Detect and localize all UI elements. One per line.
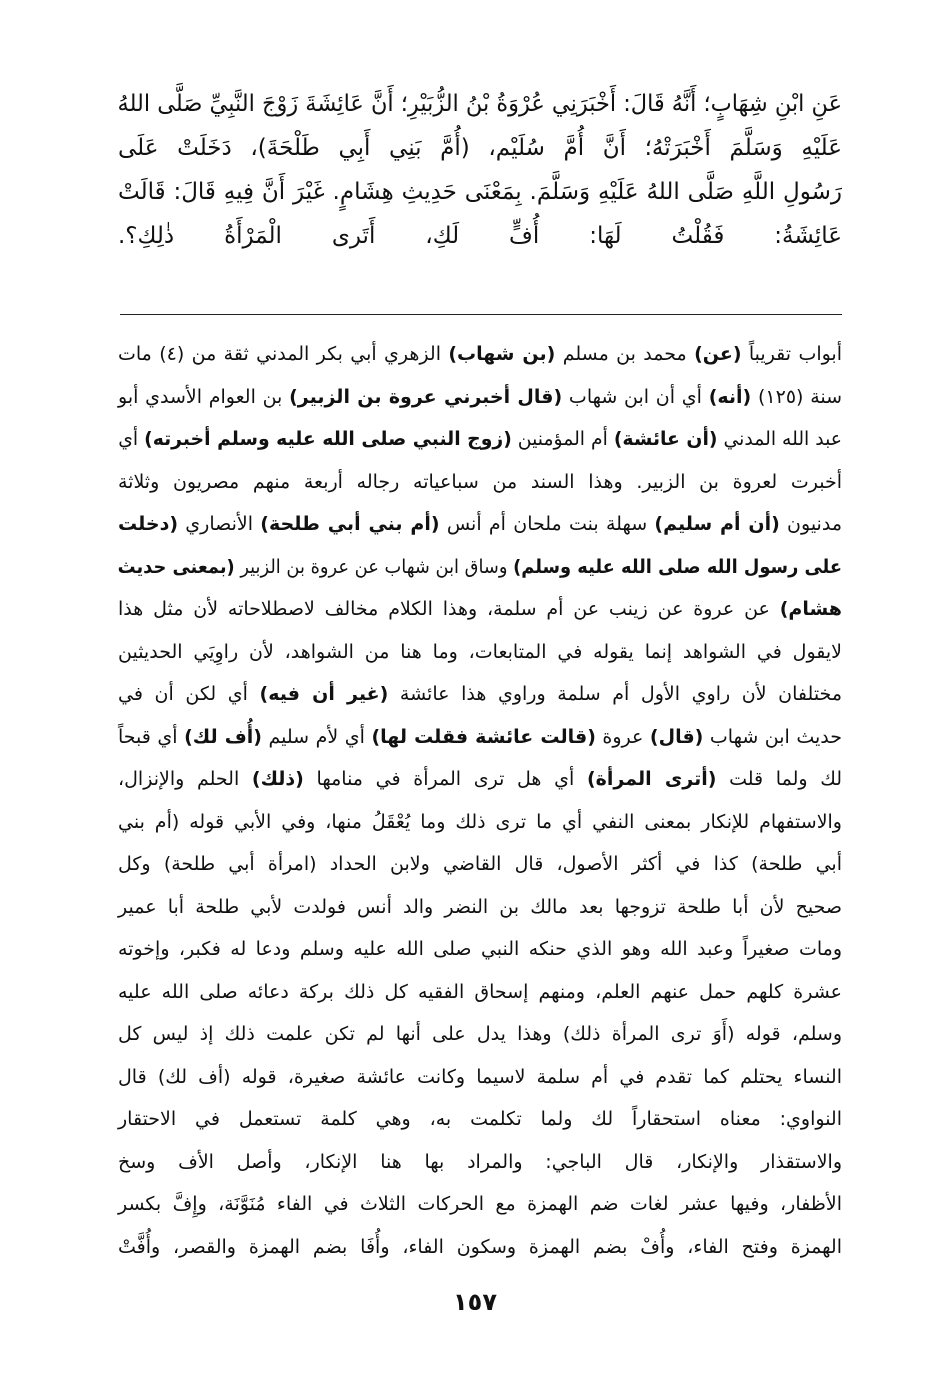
commentary-segment: صحيح لأن أبا طلحة تزوجها بعد مالك بن النضر والد أنس فولدت لأبي طلحة أبا عمير (118, 895, 842, 918)
commentary-segment: سهلة بنت ملحان أم أنس (439, 513, 655, 535)
commentary-segment: أي هل ترى المرأة في منامها (303, 768, 587, 790)
commentary-segment: وسلم، قوله (أَوَ ترى المرأة ذلك) وهذا يدل على أنها لم تكن علمت ذلك إذ ليس كل (118, 1023, 842, 1045)
quoted-matn-segment: (أُف لك) (184, 725, 262, 748)
quoted-matn-segment: (قالت عائشة فقلت لها) (371, 725, 596, 748)
commentary-line (118, 843, 842, 886)
commentary-segment: الهمزة وفتح الفاء، وأُفْ بضم الهمزة وسكون الفاء، وأُفَا بضم الهمزة والقصر، وأُفَّتْ (118, 1235, 842, 1258)
quoted-matn-segment: (قال أخبرني عروة بن الزبير) (289, 385, 563, 408)
quoted-matn-segment: (أنه) (708, 385, 752, 408)
commentary-segment: ومات صغيراً وعبد الله وهو الذي حنكه النبي صلى الله عليه وسلم ودعا له فكبر، وإخوته (118, 938, 842, 960)
commentary-line (118, 1013, 842, 1056)
commentary-segment: أي لكن أن في (118, 683, 260, 705)
commentary-line (118, 1141, 842, 1184)
commentary-line (118, 1226, 842, 1269)
quoted-matn-segment: (عن) (694, 343, 742, 365)
commentary-line (118, 333, 842, 376)
commentary-segment: وساق ابن شهاب عن عروة بن الزبير (234, 555, 514, 578)
commentary-segment: عروة (595, 725, 650, 748)
quoted-matn-segment: (أم بني أبي طلحة) (260, 513, 440, 535)
commentary-line (118, 673, 842, 716)
commentary-line (118, 1183, 842, 1226)
commentary-segment: أي أن ابن شهاب (562, 385, 709, 408)
commentary-segment: الأظفار، وفيها عشر لغات ضم الهمزة مع الحركات الثلاث في الفاء مُنَوَّنَة، وإِفَّ بكسر (118, 1193, 842, 1215)
commentary-segment: الزهري أبي بكر المدني ثقة من (٤) مات (118, 343, 449, 365)
quoted-matn-segment: (أن أم سليم) (654, 513, 780, 535)
commentary-line (118, 928, 842, 971)
commentary-line (118, 418, 842, 461)
commentary-segment: الأنصاري (178, 513, 261, 535)
commentary-segment: أبي طلحة) كذا في أكثر الأصول، قال القاضي ولابن الحداد (امرأة أبي طلحة) وكل (118, 853, 842, 875)
quoted-matn-segment: (قال) (649, 725, 704, 748)
commentary-line (118, 503, 842, 546)
quoted-matn-segment: (أترى المرأة) (586, 768, 717, 790)
quoted-matn-segment: (بن شهاب) (448, 343, 556, 365)
hadith-line: عَائِشَةُ: فَقُلْتُ لَهَا: أُفٍّ لَكِ، أَتَرى الْمَرْأَةُ ذٰلِكِ؟. (118, 223, 842, 249)
commentary-segment: سنة (١٢٥) (751, 385, 843, 408)
commentary-segment: حديث ابن شهاب (703, 725, 843, 748)
commentary-line (118, 716, 842, 759)
commentary-segment: والاستقذار والإنكار، قال الباجي: والمراد بها هنا الإنكار، وأصل الأف وسخ (118, 1150, 842, 1173)
footnote-divider (120, 314, 842, 315)
commentary-segment: والاستفهام للإنكار بمعنى النفي أي ما ترى ذلك وما يُعْقَلُ منها، وفي الأبي قوله (أم بني (118, 810, 842, 833)
page-number: ١٥٧ (453, 1288, 497, 1316)
commentary-line (118, 461, 842, 504)
commentary-segment: مدنيون (779, 513, 842, 535)
quoted-matn-segment: هشام) (779, 598, 842, 620)
commentary-line (118, 631, 842, 674)
quoted-matn-segment: (غير أن فيه) (259, 683, 389, 705)
commentary-segment: النساء يحتلم كما تقدم في أم سلمة لاسيما وكانت عائشة صغيرة، قوله (أف لك) قال (118, 1065, 842, 1088)
quoted-matn-segment: (أن عائشة) (613, 428, 718, 450)
commentary-segment: أي (118, 428, 145, 450)
commentary-line (118, 1056, 842, 1099)
commentary-segment: لك ولما قلت (716, 768, 843, 790)
commentary-segment: مختلفان لأن راوي الأول أم سلمة وراوي هذا عائشة (388, 683, 842, 705)
commentary-segment: النواوي: معناه استحقاراً لك ولما تكلمت به، وهي كلمة تستعمل في الاحتقار (118, 1108, 842, 1130)
commentary-line (118, 1098, 842, 1141)
commentary-segment: بن العوام الأسدي أبو (118, 385, 290, 408)
commentary-segment: أم المؤمنين (511, 428, 614, 450)
quoted-matn-segment: (بمعنى حديث (117, 555, 235, 578)
commentary-segment: أخبرت لعروة بن الزبير. وهذا السند من سباعياته رجاله أربعة منهم مصريون وثلاثة (118, 470, 842, 493)
commentary-segment: عبد الله المدني (717, 428, 842, 450)
commentary-line (118, 801, 842, 844)
commentary-segment: أبواب تقريباً (741, 343, 842, 365)
commentary-line (118, 588, 842, 631)
commentary-line (117, 546, 842, 589)
hadith-line: عَلَيْهِ وَسَلَّمَ أَخْبَرَتْهُ؛ أَنَّ أُمَّ سُلَيْم، (أُمَّ بَنِي أَبِي طَلْحَةَ)، دَخَلَتْ عَلَى (118, 135, 842, 161)
hadith-line: عَنِ ابْنِ شِهَابٍ؛ أَنَّهُ قَالَ: أَخْبَرَنِي عُرْوَةُ بْنُ الزُّبَيْرِ؛ أَنَّ عَائِشَةَ زَوْجَ النَّبِيِّ صَلَّى اللهُ (117, 91, 842, 117)
commentary-segment: أي لأم سليم (261, 725, 372, 748)
commentary-line (118, 376, 842, 419)
commentary-segment: الحلم والإنزال، (118, 768, 252, 790)
hadith-text (118, 82, 842, 258)
commentary-segment: عشرة كلهم حمل عنهم العلم، ومنهم إسحاق الفقيه كل ذلك بركة دعائه صلى الله عليه (118, 980, 842, 1003)
commentary-segment: أي قبحاً (118, 725, 185, 748)
quoted-matn-segment: (ذلك) (251, 768, 304, 790)
quoted-matn-segment: على رسول الله صلى الله عليه وسلم) (513, 555, 842, 578)
commentary-line (118, 886, 842, 929)
commentary-segment: لايقول في الشواهد إنما يقوله في المتابعات، وما هنا من الشواهد، لأن راوِيَي الحديثين (118, 640, 842, 663)
commentary-line (118, 758, 842, 801)
commentary-segment: محمد بن مسلم (555, 343, 695, 365)
commentary-line (118, 971, 842, 1014)
commentary-text (118, 333, 842, 1268)
hadith-line: رَسُولِ اللَّهِ صَلَّى اللهُ عَلَيْهِ وَسَلَّمَ. بِمَعْنَى حَدِيثِ هِشَامٍ. غَيْرَ أَنَّ فِيهِ قَالَ: قَالَتْ (118, 179, 842, 205)
quoted-matn-segment: (دخلت (118, 513, 178, 535)
commentary-segment: عن عروة عن زينب عن أم سلمة، وهذا الكلام مخالف لاصطلاحاته لأن مثل هذا (118, 598, 780, 620)
quoted-matn-segment: (زوج النبي صلى الله عليه وسلم أخبرته) (144, 428, 512, 450)
